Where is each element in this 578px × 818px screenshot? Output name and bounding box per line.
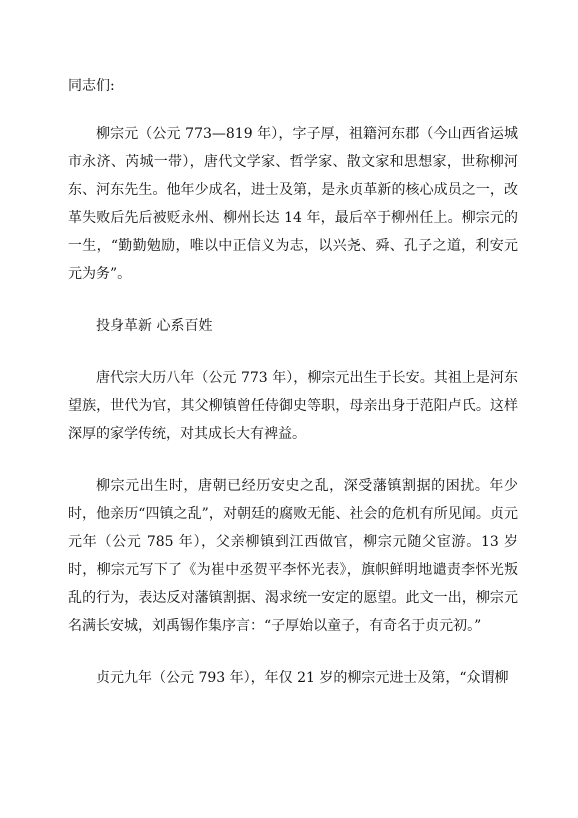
spacer xyxy=(68,448,518,472)
paragraph-birth: 唐代宗大历八年（公元 773 年），柳宗元出生于长安。其祖上是河东望族，世代为官，其父柳镇曾任侍御史等职，母亲出身于范阳卢氏。这样深厚的家学传统，对其成长大有裨益。 xyxy=(68,370,518,442)
paragraph-exam: 贞元九年（公元 793 年），年仅 21 岁的柳宗元进士及第，“众谓柳 xyxy=(96,670,509,686)
paragraph-intro: 柳宗元（公元 773—819 年），字子厚，祖籍河东郡（今山西省运城市永济、芮城一带），唐代文学家、哲学家、散文家和思想家，世称柳河东、河东先生。他年少成名，进士及第，是永贞革新的核心成员之一，改革失败后先后被贬永州、柳州长达 14 年，最后卒于柳州任上。柳宗元的一生，“勤勤勉励，唯以中正信义为志，以兴尧、舜、孔子之道，利安元元为务”。 xyxy=(68,126,518,282)
greeting: 同志们: xyxy=(68,78,115,94)
section-heading: 投身革新 心系百姓 xyxy=(96,318,213,334)
spacer xyxy=(68,640,518,664)
paragraph-youth: 柳宗元出生时，唐朝已经历安史之乱，深受藩镇割据的困扰。年少时，他亲历“四镇之乱”，对朝廷的腐败无能、社会的危机有所见闻。贞元元年（公元 785 年），父亲柳镇到江西做官，柳宗元随父宦游。13 岁时，柳宗元写下了《为崔中丞贺平李怀光表》，旗帜鲜明地谴责李怀光叛乱的行为，表达反对藩镇割据、渴求统一安定的愿望。此文一出，柳宗元名满长安城，刘禹锡作集序言：“子厚始以童子，有奇名于贞元初。” xyxy=(68,478,518,634)
spacer xyxy=(68,340,518,364)
spacer xyxy=(68,288,518,312)
